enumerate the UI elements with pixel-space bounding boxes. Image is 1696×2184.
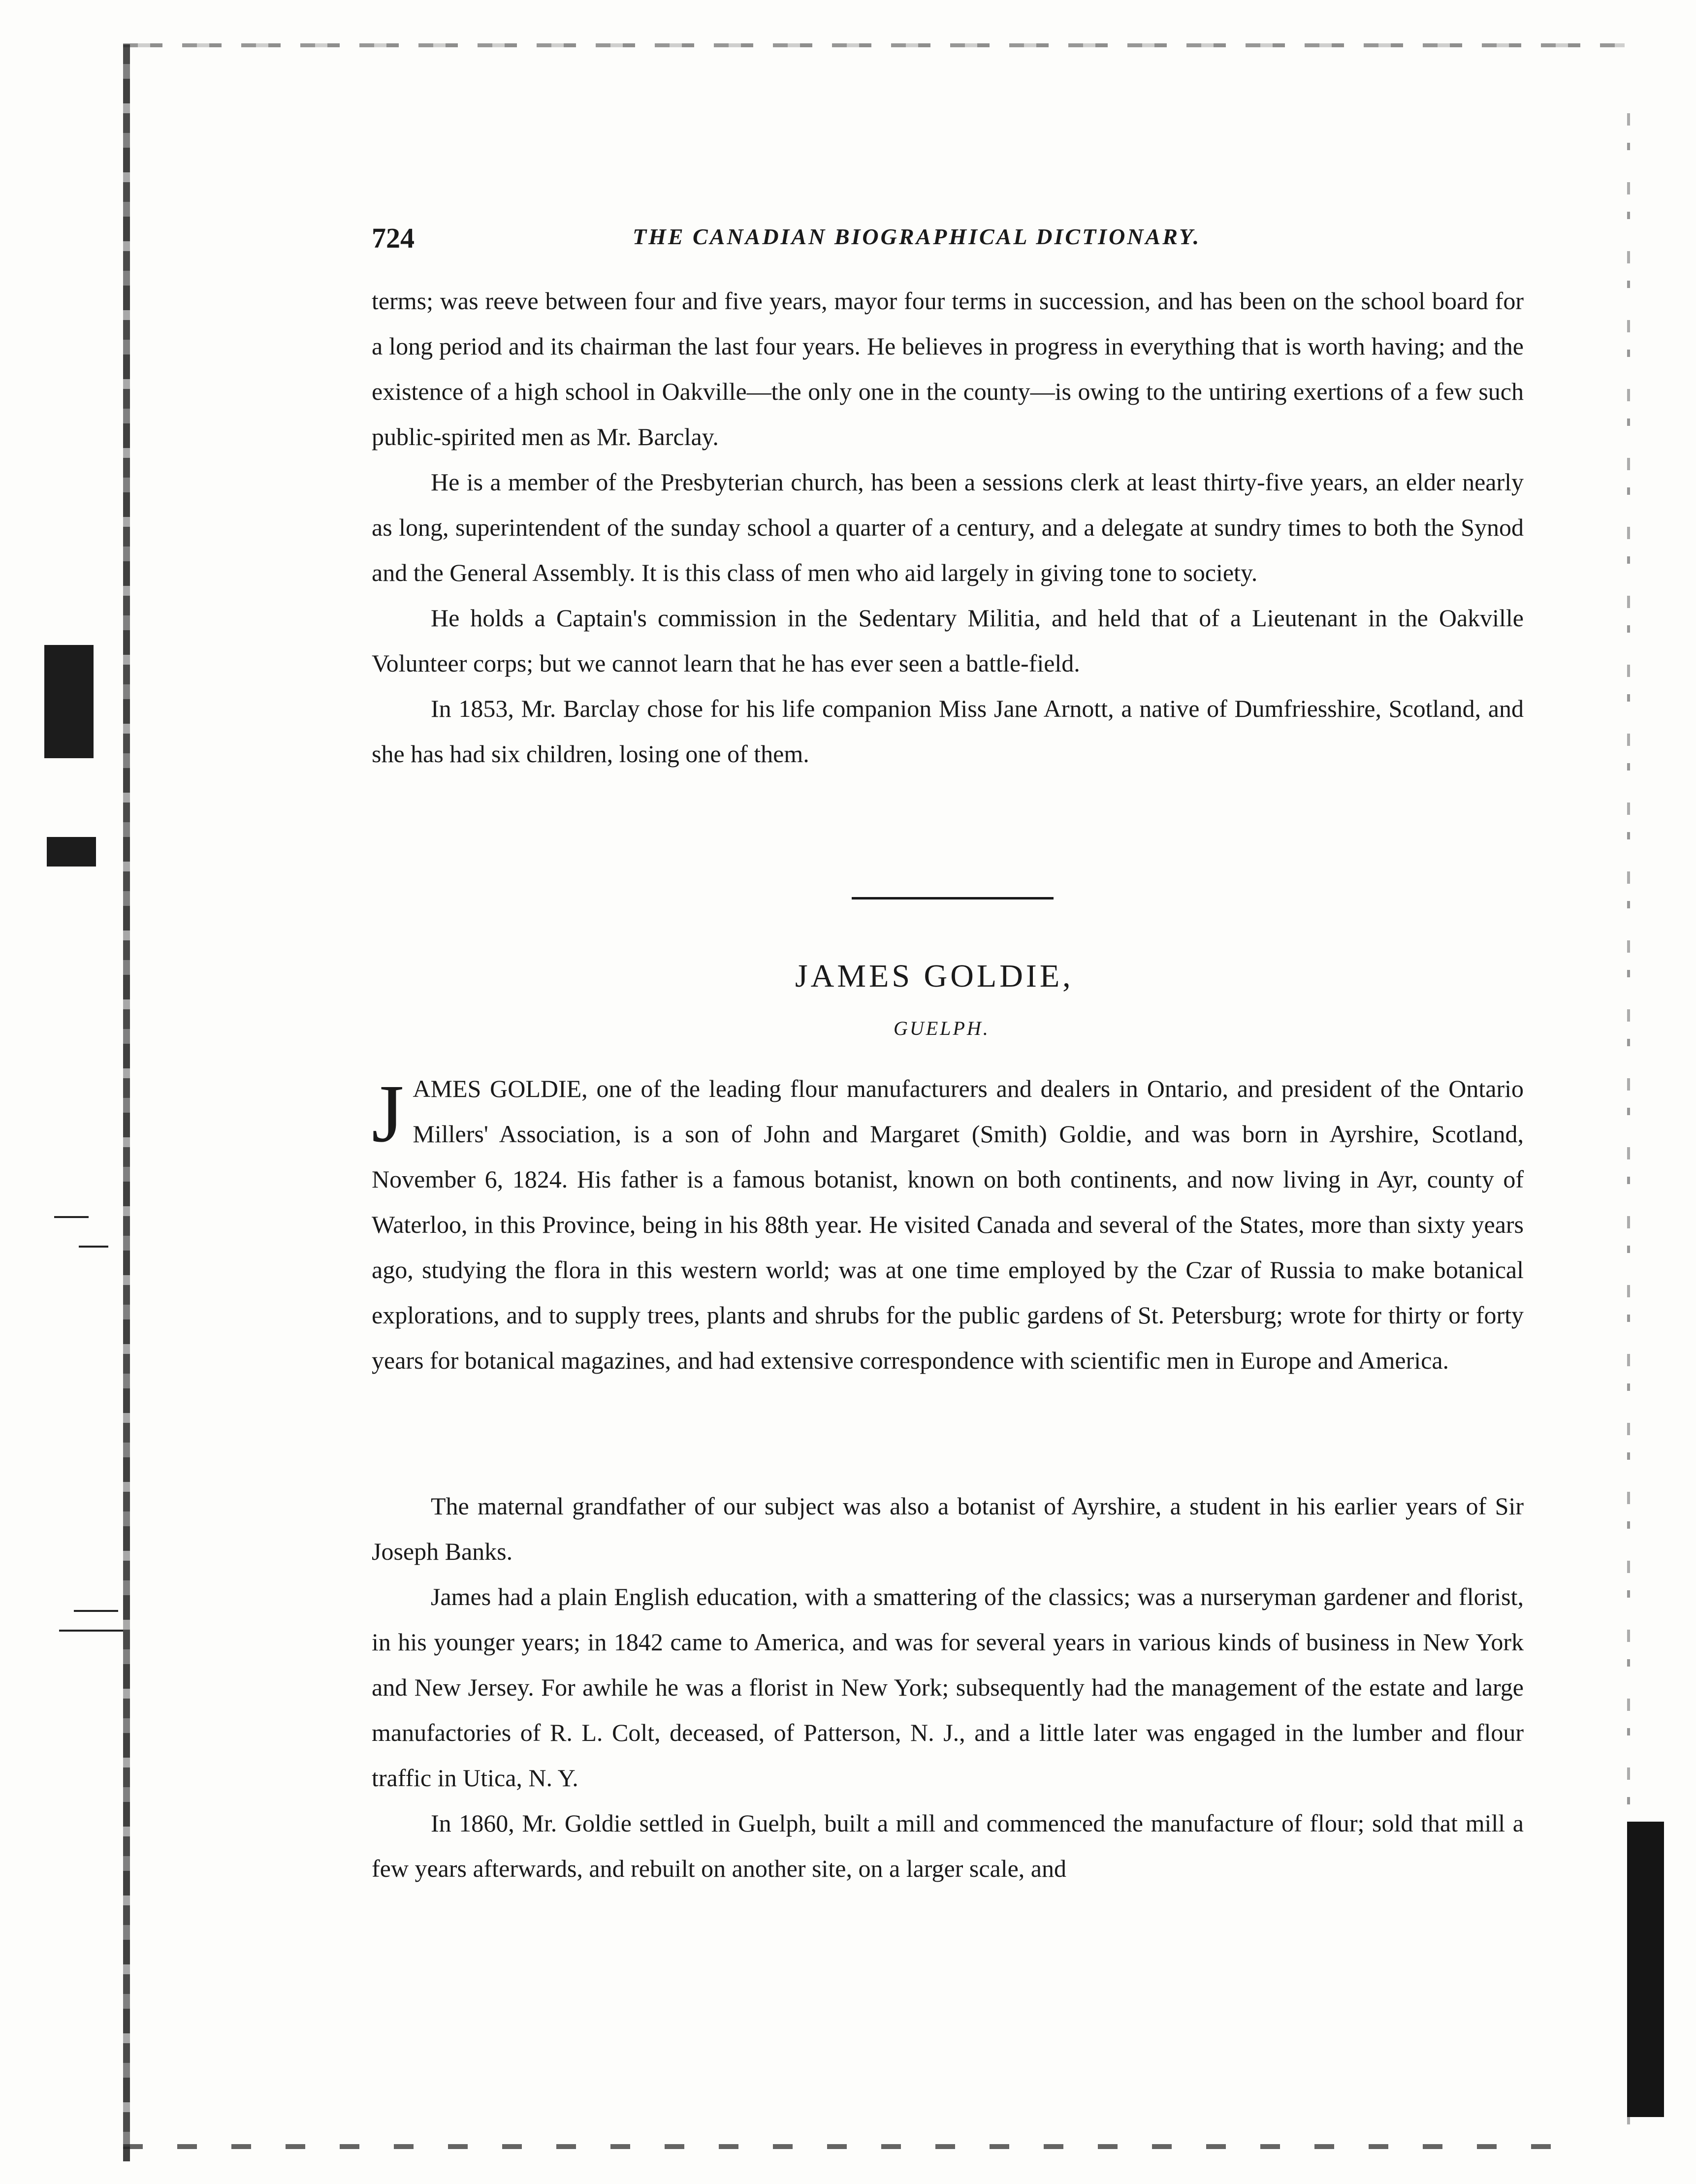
scan-blot [47,837,96,867]
drop-cap: J [372,1068,404,1159]
scan-blot [1627,1822,1664,2117]
section-divider [852,897,1054,899]
scan-edge-bottom [123,2144,1551,2149]
scan-blot [44,645,94,758]
goldie-paragraph-2: The maternal grandfather of our subject was also a botanist of Ayrshire, a student in his earlier years of Sir Joseph Banks. [372,1492,1524,1565]
goldie-paragraph-3: James had a plain English education, with a smattering of the classics; was a nurseryman gardener and florist, in his younger years; in 1842 came to America, and was for several years in various kinds of business in New York and New Jersey. For awhile he was a florist in New York; subsequently had the management of the estate and large manufactories of R. L. Colt, deceased, of Patterson, N. J., and a little later was engaged in the lumber and flour traffic in Utica, N. Y. [372,1583,1524,1792]
barclay-biography [372,278,1524,776]
entry-heading: JAMES GOLDIE, [795,958,1074,994]
running-head [372,222,1524,261]
scan-mark [59,1630,123,1632]
goldie-first-paragraph [372,1066,1524,1383]
entry-place: GUELPH. [894,1017,990,1039]
scan-edge-top [123,43,1625,47]
scan-mark [79,1246,108,1248]
scan-edge-left [123,44,130,2161]
barclay-paragraph-1: terms; was reeve between four and five years, mayor four terms in succession, and has been on the school board for a long period and its chairman the last four years. He believes in progress in everything that is worth having; and the existence of a high school in Oakville—the only one in the county—is owing to the untiring exertions of a few such public-spirited men as Mr. Barclay. [372,287,1524,450]
scan-mark [74,1610,118,1612]
scan-mark [54,1216,89,1218]
goldie-biography [372,1483,1524,1891]
running-title: THE CANADIAN BIOGRAPHICAL DICTIONARY. [633,224,1201,249]
goldie-paragraph-4: In 1860, Mr. Goldie settled in Guelph, built a mill and commenced the manufacture of flour; sold that mill a few years afterwards, and rebuilt on another site, on a larger scale, and [372,1809,1524,1882]
barclay-paragraph-3: He holds a Captain's commission in the Sedentary Militia, and held that of a Lieutenant in the Oakville Volunteer corps; but we cannot learn that he has ever seen a battle-field. [372,604,1524,677]
barclay-paragraph-4: In 1853, Mr. Barclay chose for his life companion Miss Jane Arnott, a native of Dumfriesshire, Scotland, and she has had six children, losing one of them. [372,695,1524,768]
goldie-first-paragraph-text: AMES GOLDIE, one of the leading flour manufacturers and dealers in Ontario, and president of the Ontario Millers' Association, is a son of John and Margaret (Smith) Goldie, and was born in Ayrshire, Scotland, November 6, 1824. His father is a famous botanist, known on both continents, and now living in Ayr, county of Waterloo, in this Province, being in his 88th year. He visited Canada and several of the States, more than sixty years ago, studying the flora in this western world; was at one time employed by the Czar of Russia to make botanical explorations, and to supply trees, plants and shrubs for the public gardens of St. Petersburg; wrote for thirty or forty years for botanical magazines, and had extensive correspondence with scientific men in Europe and America. [372,1075,1524,1374]
barclay-paragraph-2: He is a member of the Presbyterian church, has been a sessions clerk at least thirty-five years, an elder nearly as long, superintendent of the sunday school a quarter of a century, and a delegate at sundry times to both the Synod and the General Assembly. It is this class of men who aid largely in giving tone to society. [372,468,1524,586]
page-number: 724 [372,222,415,254]
